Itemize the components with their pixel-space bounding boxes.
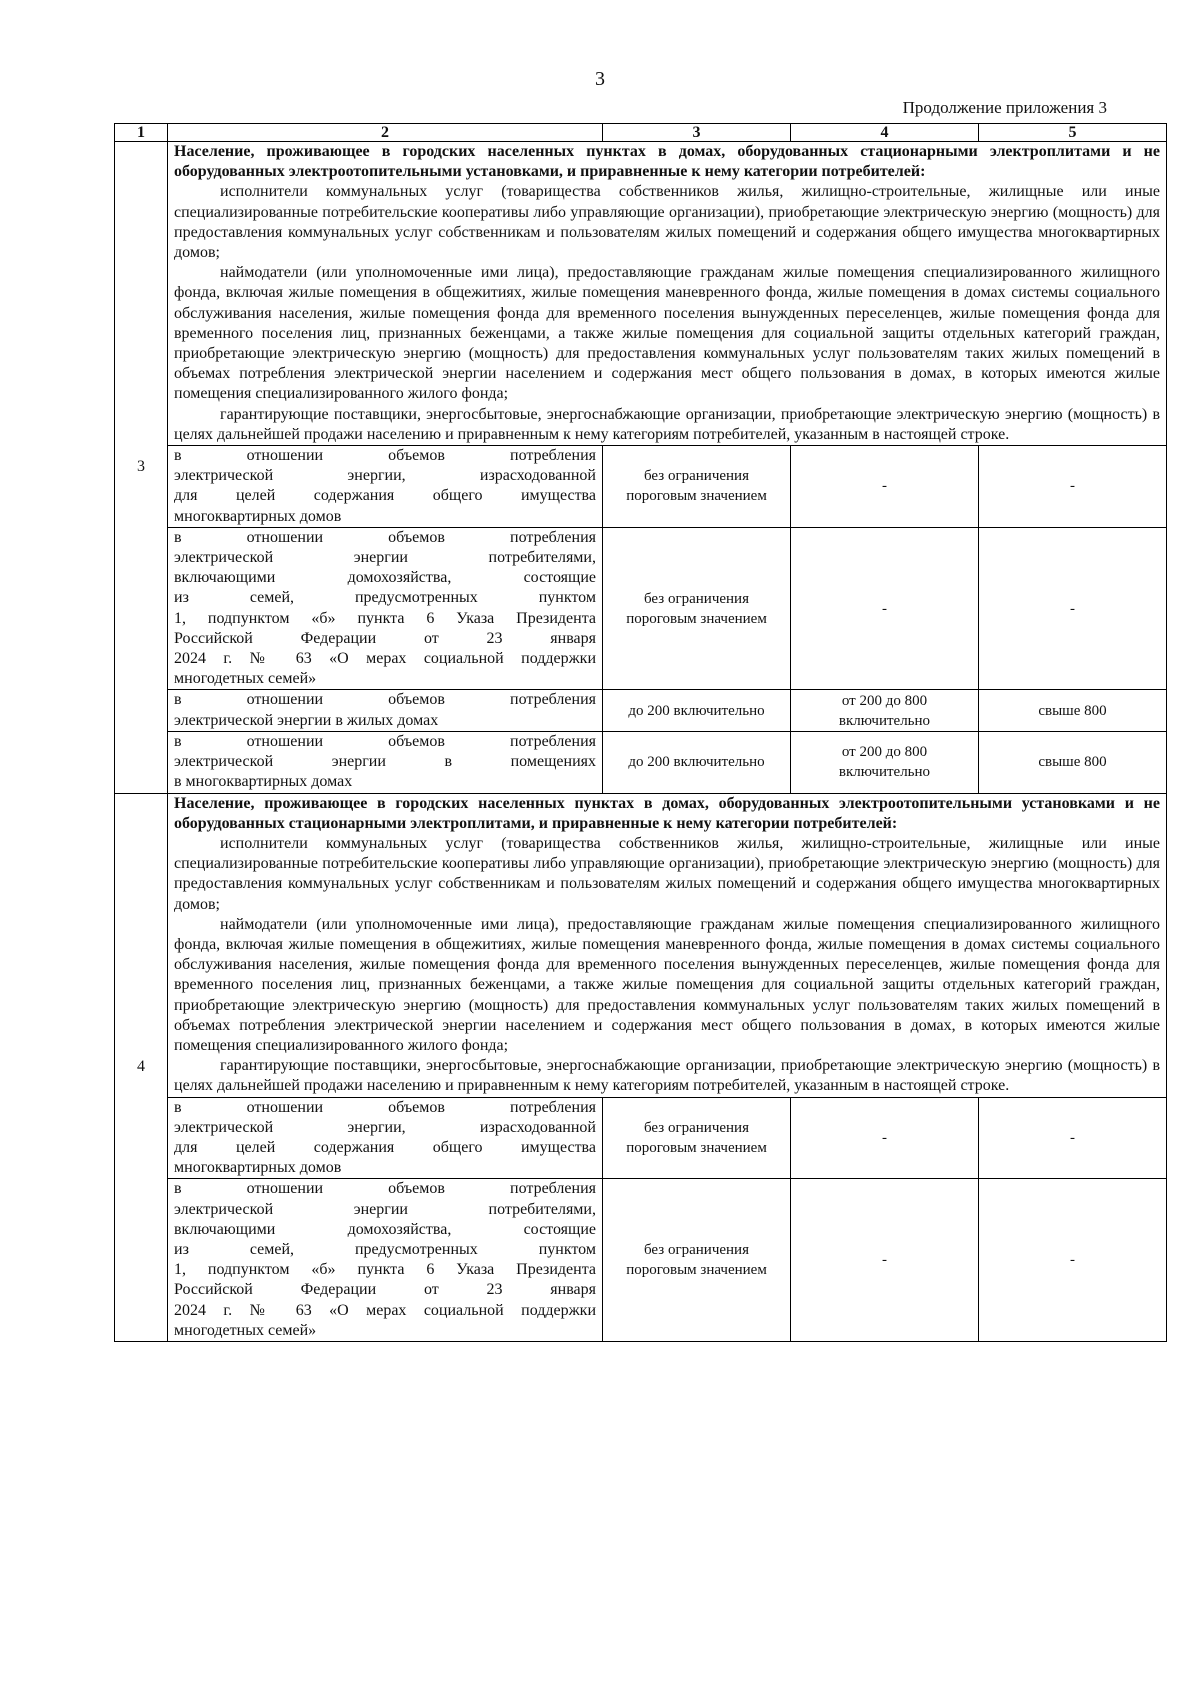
- section-3-row-3-condition: [168, 690, 603, 731]
- condition-line: включающими домохозяйства, состоящие: [174, 569, 596, 587]
- continuation-label: Продолжение приложения 3: [902, 98, 1107, 117]
- condition-line: для целей содержания общего имущества: [174, 1138, 596, 1156]
- section-3-row-3-col-5: свыше 800: [979, 690, 1167, 731]
- section-3-row-2: [115, 527, 1167, 690]
- condition-line: электрической энергии потребителями,: [174, 1200, 596, 1218]
- tariff-table: [114, 123, 1167, 1342]
- section-3-row-1-col-5: -: [979, 446, 1167, 528]
- section-4-row-2: [115, 1179, 1167, 1342]
- section-3-row-3-col-3: до 200 включительно: [603, 690, 791, 731]
- section-3-paragraph-3: гарантирующие поставщики, энергосбытовые, энергоснабжающие организации, приобретающие электрическую энергию (мощность) в целях дальнейшей продажи населению и приравненным к нему категориям потребителей, указанным в настоящей строке.: [174, 405, 1160, 443]
- condition-line: включающими домохозяйства, состоящие: [174, 1220, 596, 1238]
- section-4-row-1-condition: [168, 1097, 603, 1179]
- section-3-row-2-col-5: -: [979, 527, 1167, 690]
- section-4-row-2-col-3: без ограничения пороговым значением: [603, 1179, 791, 1342]
- condition-line: в многоквартирных домах: [174, 773, 353, 791]
- condition-line: в отношении объемов потребления: [174, 691, 596, 709]
- header-col-1: 1: [115, 124, 168, 142]
- condition-line: электрической энергии, израсходованной: [174, 467, 596, 485]
- section-3-row-4-col-3: до 200 включительно: [603, 731, 791, 793]
- section-4-row-1-col-3: без ограничения пороговым значением: [603, 1097, 791, 1179]
- page-number: 3: [595, 68, 605, 90]
- condition-line: в отношении объемов потребления: [174, 732, 596, 750]
- header-col-3: 3: [603, 124, 791, 142]
- condition-line: для целей содержания общего имущества: [174, 487, 596, 505]
- section-3-row-3-col-4: от 200 до 800 включительно: [791, 690, 979, 731]
- section-4-row-2-col-4: -: [791, 1179, 979, 1342]
- section-4-number: 4: [115, 793, 168, 1341]
- condition-line: 1, подпунктом «б» пункта 6 Указа Президента: [174, 1261, 596, 1279]
- condition-line: многодетных семей»: [174, 1321, 317, 1339]
- section-3-paragraph-2: наймодатели (или уполномоченные ими лица), предоставляющие гражданам жилые помещения специализированного жилищного фонда, включая жилые помещения в общежитиях, жилые помещения маневренного фонда, жилые помещения в домах системы социального обслуживания населения, жилые помещения фонда для временного поселения вынужденных переселенцев, жилые помещения фонда для временного поселения лиц, признанных беженцами, а также жилые помещения для социальной защиты отдельных категорий граждан, приобретающие электрическую энергию (мощность) для предоставления коммунальных услуг пользователям таких жилых помещений в объемах потребления электрической энергии населением и содержания мест общего пользования в домах, в которых имеются жилые помещения специализированного жилого фонда;: [174, 264, 1160, 403]
- section-3-paragraph-1: исполнители коммунальных услуг (товарищества собственников жилья, жилищно-строительные, жилищные или иные специализированные потребительские кооперативы либо управляющие организации), приобретающие электрическую энергию (мощность) для предоставления коммунальных услуг собственникам и пользователям жилых помещений и содержания общего имущества многоквартирных домов;: [174, 183, 1160, 262]
- section-3-description: [168, 142, 1167, 446]
- section-3-row-4-condition: [168, 731, 603, 793]
- condition-line: электрической энергии в помещениях: [174, 753, 596, 771]
- header-col-4: 4: [791, 124, 979, 142]
- condition-line: многоквартирных домов: [174, 1159, 342, 1177]
- condition-line: 2024 г. № 63 «О мерах социальной поддержки: [174, 1301, 596, 1319]
- section-3-row-2-condition: [168, 527, 603, 690]
- section-3-row-1-condition: [168, 446, 603, 528]
- section-3-row-4: [115, 731, 1167, 793]
- section-3-number: 3: [115, 142, 168, 794]
- condition-line: Российской Федерации от 23 января: [174, 629, 596, 647]
- section-3-row-4-col-4: от 200 до 800 включительно: [791, 731, 979, 793]
- section-4-paragraph-2: наймодатели (или уполномоченные ими лица), предоставляющие гражданам жилые помещения специализированного жилищного фонда, включая жилые помещения в общежитиях, жилые помещения маневренного фонда, жилые помещения в домах системы социального обслуживания населения, жилые помещения фонда для временного поселения вынужденных переселенцев, жилые помещения фонда для временного поселения лиц, признанных беженцами, а также жилые помещения для социальной защиты отдельных категорий граждан, приобретающие электрическую энергию (мощность) для предоставления коммунальных услуг пользователям таких жилых помещений в объемах потребления электрической энергии населением и содержания мест общего пользования в домах, в которых имеются жилые помещения специализированного жилого фонда;: [174, 915, 1160, 1054]
- section-3-title: Население, проживающее в городских населенных пунктах в домах, оборудованных стационарными электроплитами и не оборудованных электроотопительными установками, и приравненные к нему категории потребителей:: [174, 143, 1160, 181]
- section-3-description-row: [115, 142, 1167, 446]
- section-4-description: [168, 793, 1167, 1097]
- condition-line: из семей, предусмотренных пунктом: [174, 589, 596, 607]
- section-3-row-1: [115, 446, 1167, 528]
- condition-line: Российской Федерации от 23 января: [174, 1281, 596, 1299]
- section-3-row-3: [115, 690, 1167, 731]
- condition-line: многоквартирных домов: [174, 507, 342, 525]
- header-col-5: 5: [979, 124, 1167, 142]
- section-4-row-2-condition: [168, 1179, 603, 1342]
- section-4-paragraph-3: гарантирующие поставщики, энергосбытовые, энергоснабжающие организации, приобретающие электрическую энергию (мощность) в целях дальнейшей продажи населению и приравненным к нему категориям потребителей, указанным в настоящей строке.: [174, 1057, 1160, 1095]
- condition-line: электрической энергии в жилых домах: [174, 711, 439, 729]
- condition-line: 2024 г. № 63 «О мерах социальной поддержки: [174, 650, 596, 668]
- section-4-description-row: [115, 793, 1167, 1097]
- section-4-paragraph-1: исполнители коммунальных услуг (товарищества собственников жилья, жилищно-строительные, жилищные или иные специализированные потребительские кооперативы либо управляющие организации), приобретающие электрическую энергию (мощность) для предоставления коммунальных услуг собственникам и пользователям жилых помещений и содержания общего имущества многоквартирных домов;: [174, 834, 1160, 913]
- section-3-row-2-col-3: без ограничения пороговым значением: [603, 527, 791, 690]
- header-col-2: 2: [168, 124, 603, 142]
- condition-line: 1, подпунктом «б» пункта 6 Указа Президента: [174, 609, 596, 627]
- condition-line: в отношении объемов потребления: [174, 1180, 596, 1198]
- condition-line: из семей, предусмотренных пунктом: [174, 1240, 596, 1258]
- section-4-row-1: [115, 1097, 1167, 1179]
- section-3-row-4-col-5: свыше 800: [979, 731, 1167, 793]
- section-4-row-1-col-5: -: [979, 1097, 1167, 1179]
- section-4-row-1-col-4: -: [791, 1097, 979, 1179]
- condition-line: в отношении объемов потребления: [174, 447, 596, 465]
- section-3-row-1-col-3: без ограничения пороговым значением: [603, 446, 791, 528]
- condition-line: многодетных семей»: [174, 670, 317, 688]
- section-4-title: Население, проживающее в городских населенных пунктах в домах, оборудованных электроотопительными установками и не оборудованных стационарными электроплитами, и приравненные к нему категории потребителей:: [174, 794, 1160, 832]
- condition-line: в отношении объемов потребления: [174, 1098, 596, 1116]
- condition-line: в отношении объемов потребления: [174, 528, 596, 546]
- condition-line: электрической энергии потребителями,: [174, 549, 596, 567]
- section-3-row-2-col-4: -: [791, 527, 979, 690]
- header-row: [115, 124, 1167, 142]
- section-3-row-1-col-4: -: [791, 446, 979, 528]
- section-4-row-2-col-5: -: [979, 1179, 1167, 1342]
- condition-line: электрической энергии, израсходованной: [174, 1118, 596, 1136]
